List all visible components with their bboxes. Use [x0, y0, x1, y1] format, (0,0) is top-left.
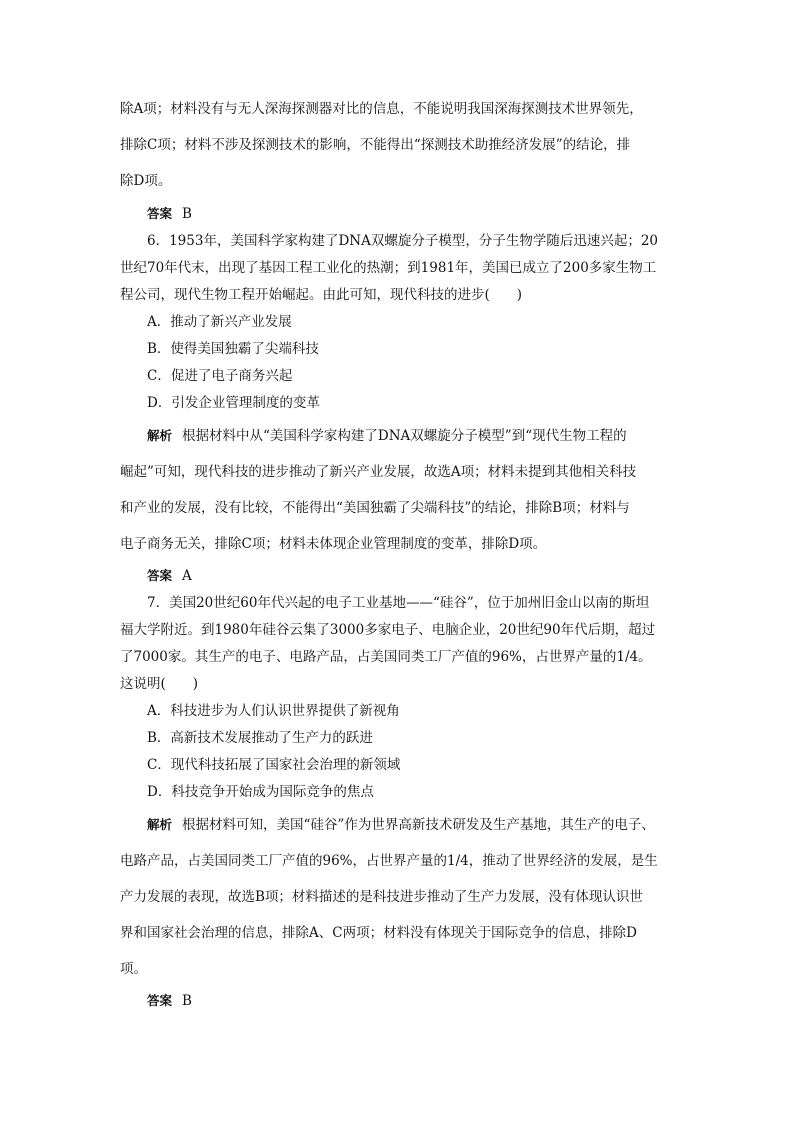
analysis-line: 产力发展的表现，故选B项；材料描述的是科技进步推动了生产力发展，没有体现认识世 [120, 889, 643, 905]
text-line: 除D项。 [120, 173, 172, 189]
option-a: A．推动了新兴产业发展 [147, 314, 292, 330]
text-line: 除A项；材料没有与无人深海探测器对比的信息，不能说明我国深海探测技术世界领先， [120, 101, 643, 117]
answer-label: 答案 [147, 568, 173, 583]
question-stem-line: 世纪70年代末，出现了基因工程工业化的热潮；到1981年，美国已成立了200多家生物工 [120, 260, 657, 276]
answer-line [147, 567, 707, 585]
option-a: A．科技进步为人们认识世界提供了新视角 [147, 703, 400, 719]
analysis-line: 和产业的发展，没有比较，不能得出“美国独霸了尖端科技”的结论，排除B项；材料与 [120, 500, 630, 516]
answer-line [147, 205, 707, 223]
answer-label: 答案 [147, 206, 173, 221]
option-c: C．现代科技拓展了国家社会治理的新领域 [147, 757, 401, 773]
answer-label: 答案 [147, 993, 173, 1008]
question-stem-line: 福大学附近。到1980年硅谷云集了3000多家电子、电脑企业，20世纪90年代后期，超过 [120, 622, 656, 638]
analysis-text: 根据材料中从“美国科学家构建了DNA双螺旋分子模型”到“现代生物工程的 [182, 428, 627, 444]
answer-value: B [182, 993, 192, 1009]
text-line: 排除C项；材料不涉及探测技术的影响，不能得出“探测技术助推经济发展”的结论，排 [120, 137, 631, 153]
analysis-label: 解析 [147, 428, 173, 443]
analysis-line: 界和国家社会治理的信息，排除A、C两项；材料没有体现关于国际竞争的信息，排除D [120, 925, 637, 941]
analysis-line: 崛起”可知，现代科技的进步推动了新兴产业发展，故选A项；材料未提到其他相关科技 [120, 464, 637, 480]
question-stem-line: 7．美国20世纪60年代兴起的电子工业基地——“硅谷”，位于加州旧金山以南的斯坦 [147, 595, 650, 611]
analysis-label: 解析 [147, 817, 173, 832]
answer-line [147, 992, 707, 1010]
analysis-text: 根据材料可知，美国“硅谷”作为世界高新技术研发及生产基地，其生产的电子、 [182, 817, 655, 833]
option-c: C．促进了电子商务兴起 [147, 368, 293, 384]
question-stem-line: 程公司，现代生物工程开始崛起。由此可知，现代科技的进步( ) [120, 287, 523, 303]
analysis-line [147, 427, 707, 445]
option-d: D．引发企业管理制度的变革 [147, 395, 320, 411]
option-b: B．使得美国独霸了尖端科技 [147, 341, 319, 357]
question-stem-line: 这说明( ) [120, 676, 199, 692]
analysis-line: 电子商务无关，排除C项；材料未体现企业管理制度的变革，排除D项。 [120, 536, 547, 552]
option-b: B．高新技术发展推动了生产力的跃进 [147, 730, 373, 746]
question-stem-line: 6．1953年，美国科学家构建了DNA双螺旋分子模型，分子生物学随后迅速兴起；20 [147, 233, 659, 249]
option-d: D．科技竞争开始成为国际竞争的焦点 [147, 784, 374, 800]
answer-value: B [182, 206, 192, 222]
question-stem-line: 了7000家。其生产的电子、电路产品，占美国同类工厂产值的96%，占世界产量的1/4。 [120, 649, 652, 665]
analysis-line: 项。 [120, 961, 147, 977]
analysis-line: 电路产品，占美国同类工厂产值的96%，占世界产量的1/4，推动了世界经济的发展，是生 [120, 853, 658, 869]
answer-value: A [182, 568, 192, 584]
analysis-line [147, 816, 707, 834]
